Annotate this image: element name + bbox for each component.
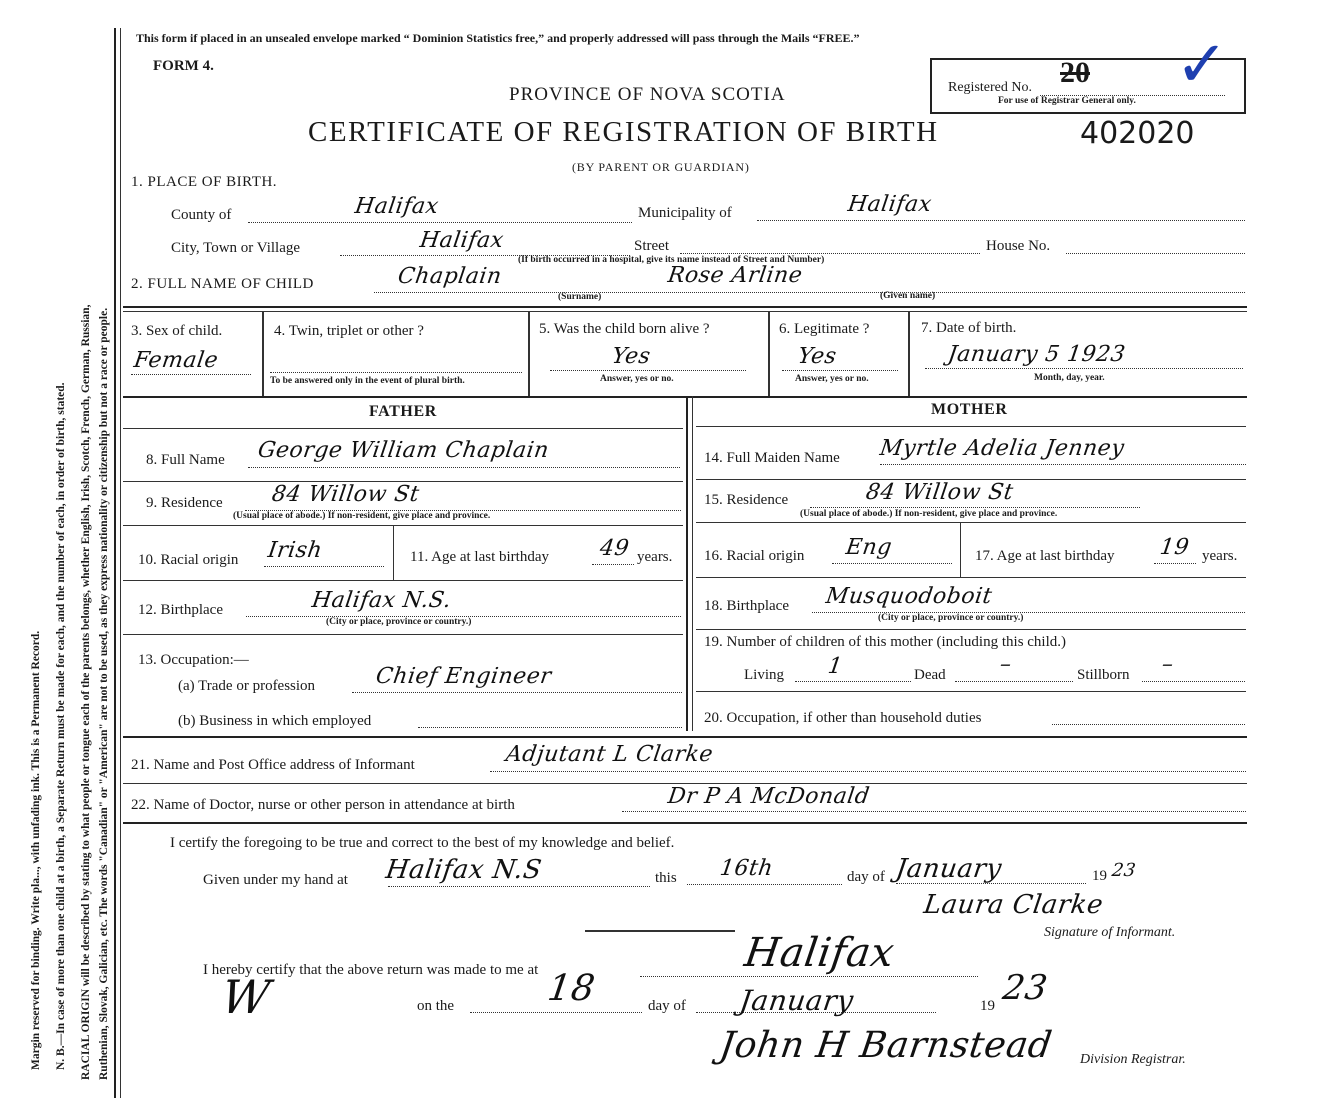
mother-name-line [880,464,1246,465]
city-label: City, Town or Village [171,240,301,256]
child-given-value: Rose Arline [666,263,805,288]
dob-value: January 5 1923 [946,342,1128,367]
father-race-value: Irish [266,538,324,563]
mother-dead-value: – [998,652,1014,677]
house-label: House No. [986,238,1051,254]
twin-note: To be answered only in the event of plural birth. [270,376,465,386]
rule-1b [123,311,1247,312]
mother-residence-line [810,507,1140,508]
registered-label: Registered No. [948,80,1032,95]
year-value: 23 [1110,860,1138,881]
registrar-place-line [640,976,978,977]
registrar-signature: John H Barnstead [717,1025,1055,1066]
informant-value: Adjutant L Clarke [504,742,715,767]
day-of-label: day of [847,869,885,885]
mother-heading: MOTHER [931,401,1008,418]
alive-note: Answer, yes or no. [600,374,674,384]
mother-birthplace-note: (City or place, province or country.) [878,613,1024,623]
divider-4-5 [528,312,530,396]
mother-years-label: years. [1202,548,1238,564]
mother-rule-2 [696,522,1246,523]
county-label: County of [171,207,232,223]
father-rule-2 [123,525,683,526]
alive-label: 5. Was the child born alive ? [539,321,710,337]
dob-note: Month, day, year. [1034,373,1105,383]
separator-line [585,930,735,932]
father-race-divider [393,525,394,580]
registrar-day-line [470,1012,642,1013]
father-business-label: (b) Business in which employed [178,713,372,729]
left-border-inner [120,28,121,1098]
mother-stillborn-line [1142,681,1245,682]
father-trade-value: Chief Engineer [374,664,554,689]
doctor-label: 22. Name of Doctor, nurse or other person in attendance at birth [131,797,515,813]
mother-race-line [832,563,952,564]
legitimate-value: Yes [796,344,839,369]
father-occupation-label: 13. Occupation:— [138,652,249,668]
informant-line [490,771,1246,772]
given-name-note: (Given name) [880,291,936,301]
alive-value: Yes [610,344,653,369]
legitimate-line [782,370,898,371]
informant-signature: Laura Clarke [921,890,1106,920]
registrar-place-value: Halifax [741,930,898,976]
municipality-label: Municipality of [638,205,732,221]
mother-occupation-label: 20. Occupation, if other than household duties [704,710,982,726]
divider-5-6 [768,312,770,396]
on-the-label: on the [417,998,455,1014]
mother-living-value: 1 [826,654,845,679]
mother-name-value: Myrtle Adelia Jenney [878,436,1126,461]
certificate-number: 402020 [1080,116,1195,151]
father-age-line [592,564,634,565]
mother-birthplace-label: 18. Birthplace [704,598,789,614]
mother-birthplace-line [812,612,1245,613]
registrar-statement: I hereby certify that the above return was made to me at [203,962,539,978]
registrar-caption: Division Registrar. [1080,1052,1186,1067]
sex-line [131,374,251,375]
mother-head-rule [696,426,1246,427]
given-place-value: Halifax N.S [383,855,544,885]
hospital-note: (If birth occurred in a hospital, give its name instead of Street and Number) [518,255,825,265]
given-under-label: Given under my hand at [203,872,348,888]
registrar-day-of-label: day of [648,998,686,1014]
father-name-line [248,467,680,468]
doctor-value: Dr P A McDonald [666,784,872,809]
year-prefix: 19 [1092,868,1107,884]
place-of-birth-heading: 1. PLACE OF BIRTH. [131,174,278,190]
mail-notice: This form if placed in an unsealed envelope marked “ Dominion Statistics free,” and properly addressed will pass through the Mails “FREE.” [136,31,860,45]
mother-birthplace-value: Musquodoboit [824,584,994,609]
registrar-year-prefix: 19 [980,998,995,1014]
mother-race-value: Eng [844,535,894,560]
mother-age-line [1154,563,1196,564]
informant-label: 21. Name and Post Office address of Informant [131,757,415,773]
dob-label: 7. Date of birth. [921,320,1017,336]
child-surname-value: Chaplain [396,264,504,289]
father-residence-label: 9. Residence [146,495,223,511]
twin-line [270,372,522,373]
province-title: PROVINCE OF NOVA SCOTIA [509,84,786,105]
father-residence-value: 84 Willow St [270,482,422,507]
day-value: 16th [718,856,775,881]
sex-label: 3. Sex of child. [131,323,223,339]
mother-stillborn-value: – [1160,652,1176,677]
father-race-label: 10. Racial origin [138,552,239,568]
form-number: FORM 4. [153,58,214,74]
father-age-label: 11. Age at last birthday [410,549,549,565]
city-value: Halifax [418,228,506,253]
given-place-line [388,886,650,887]
father-residence-note: (Usual place of abode.) If non-resident, give place and province. [233,511,491,521]
divider-6-7 [908,312,910,396]
mother-age-label: 17. Age at last birthday [975,548,1115,564]
mother-living-line [795,681,911,682]
municipality-line [757,220,1245,221]
child-name-line [374,292,1245,293]
mother-living-label: Living [744,667,784,683]
county-line [248,222,632,223]
mother-occupation-line [1052,724,1245,725]
day-line [687,884,842,885]
street-line [680,253,980,254]
registrar-year-value: 23 [1000,968,1051,1008]
mother-rule-4 [696,629,1246,630]
registrar-day-value: 18 [545,968,598,1009]
mother-residence-note: (Usual place of abode.) If non-resident, give place and province. [800,509,1058,519]
check-mark-icon: ✓ [1175,28,1229,102]
divider-3-4 [262,312,264,396]
child-name-label: 2. FULL NAME OF CHILD [131,276,314,292]
mother-age-value: 19 [1158,535,1191,560]
legitimate-note: Answer, yes or no. [795,374,869,384]
father-birthplace-value: Halifax N.S. [310,588,453,613]
father-heading: FATHER [369,403,437,420]
county-value: Halifax [353,194,441,219]
month-value: January [893,854,1004,884]
parents-divider [686,396,688,731]
mother-dead-label: Dead [914,667,946,683]
legitimate-label: 6. Legitimate ? [779,321,870,337]
father-age-value: 49 [598,536,631,561]
father-race-line [264,566,384,567]
mother-stillborn-label: Stillborn [1077,667,1130,683]
father-trade-line [352,692,682,693]
margin-note-racial-1: RACIAL ORIGIN will be described by stating to what people or tongue each of the parents belongs, whether English, Irish, Scotch, French, German, Russian, [80,304,92,1080]
mother-race-divider [960,522,961,577]
father-rule-4 [123,634,683,635]
dob-line [925,368,1243,369]
this-label: this [655,870,677,886]
father-birthplace-note: (City or place, province or country.) [326,617,472,627]
mother-name-label: 14. Full Maiden Name [704,450,840,466]
surname-note: (Surname) [558,292,602,302]
mother-rule-3 [696,577,1246,578]
father-name-value: George William Chaplain [256,438,551,463]
father-business-line [418,727,682,728]
alive-line [550,370,746,371]
rule-5 [123,822,1247,824]
parents-divider-b [692,396,693,731]
left-border [114,28,116,1098]
twin-label: 4. Twin, triplet or other ? [274,323,424,339]
rule-1 [123,306,1247,308]
mother-dead-line [955,681,1073,682]
certify-statement: I certify the foregoing to be true and correct to the best of my knowledge and belief. [170,835,675,851]
registrar-month-value: January [737,984,856,1017]
margin-note-nb: N. B.—In case of more than one child at a birth, a Separate Return must be made for each, and the number of each, in order of birth, stated. [55,382,67,1070]
registered-value: 20 [1060,56,1090,89]
mother-residence-value: 84 Willow St [864,480,1016,505]
municipality-value: Halifax [846,192,934,217]
street-label: Street [634,238,669,254]
registrar-initial-mark: W [218,970,274,1024]
father-trade-label: (a) Trade or profession [178,678,316,694]
rule-3 [123,736,1247,738]
mother-residence-label: 15. Residence [704,492,789,508]
father-name-label: 8. Full Name [146,452,225,468]
sex-value: Female [132,348,220,373]
father-head-rule [123,428,683,429]
certificate-subtitle: (BY PARENT OR GUARDIAN) [572,160,750,174]
mother-rule-5 [696,691,1246,692]
father-birthplace-label: 12. Birthplace [138,602,223,618]
doctor-line [622,811,1246,812]
mother-children-label: 19. Number of children of this mother (including this child.) [704,634,1067,650]
house-line [1066,253,1245,254]
signature-caption: Signature of Informant. [1044,925,1176,940]
registrar-use-note: For use of Registrar General only. [998,96,1136,106]
margin-note-binding: Margin reserved for binding. Write pla..., with unfading ink. This is a Permanent Record. [30,630,42,1070]
mother-race-label: 16. Racial origin [704,548,805,564]
certificate-title: CERTIFICATE OF REGISTRATION OF BIRTH [308,116,939,148]
rule-2 [123,396,1247,398]
father-rule-3 [123,580,683,581]
father-years-label: years. [637,549,673,565]
margin-note-racial-2: Ruthenian, Slovak, Galician, etc. The words "Canadian" or "American" are not to be used, as they express nationality or citizenship but not a race or people. [98,307,110,1080]
